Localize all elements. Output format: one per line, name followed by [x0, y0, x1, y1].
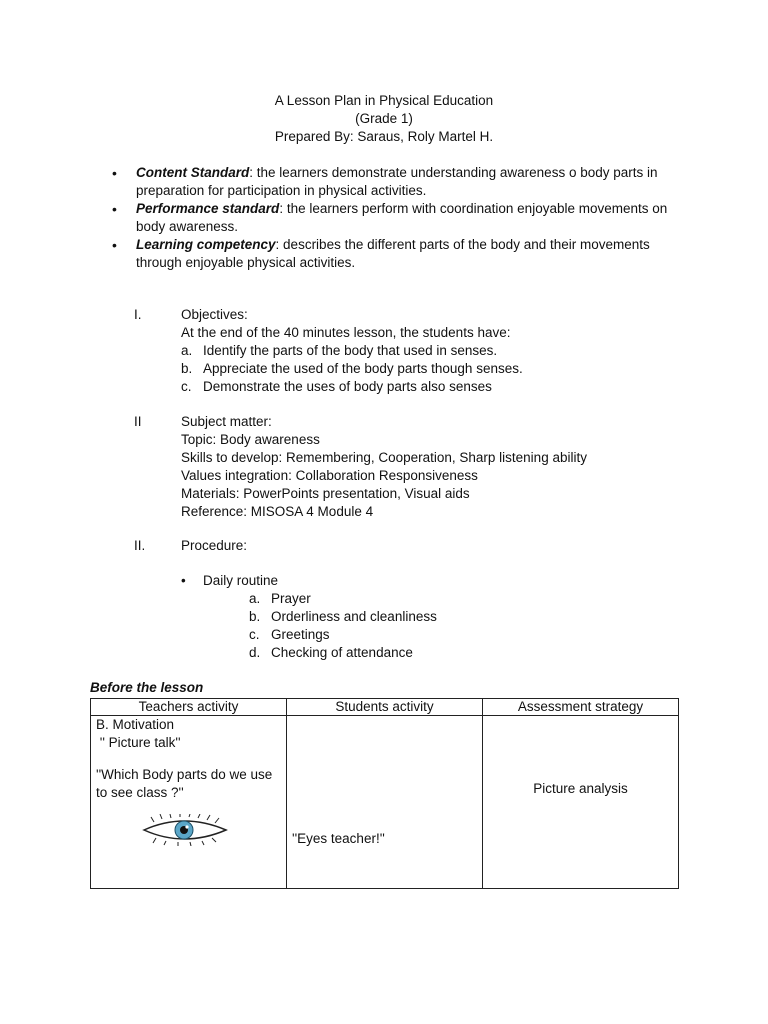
subject-line: Reference: MISOSA 4 Module 4 — [181, 504, 374, 519]
standard-text: : describes the different parts of the body and their movements through enjoyable physical activities. — [136, 237, 650, 270]
lesson-table — [90, 698, 679, 889]
document-header — [0, 92, 768, 146]
standard-label: Performance standard — [136, 201, 280, 216]
section-number: II. — [134, 538, 146, 553]
standard-text: : the learners perform with coordination enjoyable movements on body awareness. — [136, 201, 668, 234]
routine-item: b. Orderliness and cleanliness — [249, 609, 437, 624]
daily-routine — [181, 572, 581, 662]
section-heading: Objectives: — [181, 307, 248, 322]
grade-label: (Grade 1) — [355, 111, 413, 126]
objectives-intro: At the end of the 40 minutes lesson, the students have: — [181, 325, 511, 340]
subject-line: Topic: Body awareness — [181, 432, 320, 447]
bullet-icon: • — [112, 237, 117, 253]
section-number: I. — [134, 307, 142, 322]
standard-item-content — [110, 164, 680, 200]
objective-item: c. Demonstrate the uses of body parts also senses — [181, 379, 492, 394]
column-header: Assessment strategy — [483, 699, 679, 716]
bullet-icon: • — [181, 573, 186, 588]
assessment-cell — [483, 716, 679, 889]
section-heading: Subject matter: — [181, 414, 272, 429]
teacher-activity-cell: B. Motivation '' Picture talk'' ''Which Body parts do we use to see class ?'' — [91, 716, 287, 889]
standards-list — [110, 164, 680, 272]
objective-item: b. Appreciate the used of the body parts though senses. — [181, 361, 523, 376]
standard-text: : the learners demonstrate understanding awareness o body parts in preparation for participation in physical activities. — [136, 165, 658, 198]
standard-label: Learning competency — [136, 237, 276, 252]
assessment-text: Picture analysis — [533, 781, 628, 796]
bullet-icon: • — [112, 201, 117, 217]
student-response: ''Eyes teacher!'' — [292, 831, 385, 846]
table-row — [91, 716, 679, 889]
standard-item-competency — [110, 236, 680, 272]
section-heading: Procedure: — [181, 538, 248, 553]
table-header-row — [91, 699, 679, 716]
prepared-by: Prepared By: Saraus, Roly Martel H. — [274, 129, 494, 144]
standard-label: Content Standard — [136, 165, 250, 180]
eye-icon — [140, 814, 230, 851]
subject-line: Values integration: Collaboration Responsiveness — [181, 468, 478, 483]
routine-heading: • Daily routine — [181, 573, 279, 588]
section-number: II — [134, 414, 142, 429]
before-lesson-heading: Before the lesson — [90, 680, 204, 695]
subject-line: Materials: PowerPoints presentation, Visual aids — [181, 486, 470, 501]
subject-line: Skills to develop: Remembering, Cooperation, Sharp listening ability — [181, 450, 587, 465]
bullet-icon: • — [112, 165, 117, 181]
routine-item: c. Greetings — [249, 627, 330, 642]
column-header: Teachers activity — [91, 699, 287, 716]
document-title: A Lesson Plan in Physical Education — [274, 93, 494, 108]
routine-item: a. Prayer — [249, 591, 311, 606]
standard-item-performance — [110, 200, 680, 236]
student-activity-cell — [287, 716, 483, 889]
objective-item: a. Identify the parts of the body that used in senses. — [181, 343, 498, 358]
routine-item: d. Checking of attendance — [249, 645, 413, 660]
column-header: Students activity — [287, 699, 483, 716]
